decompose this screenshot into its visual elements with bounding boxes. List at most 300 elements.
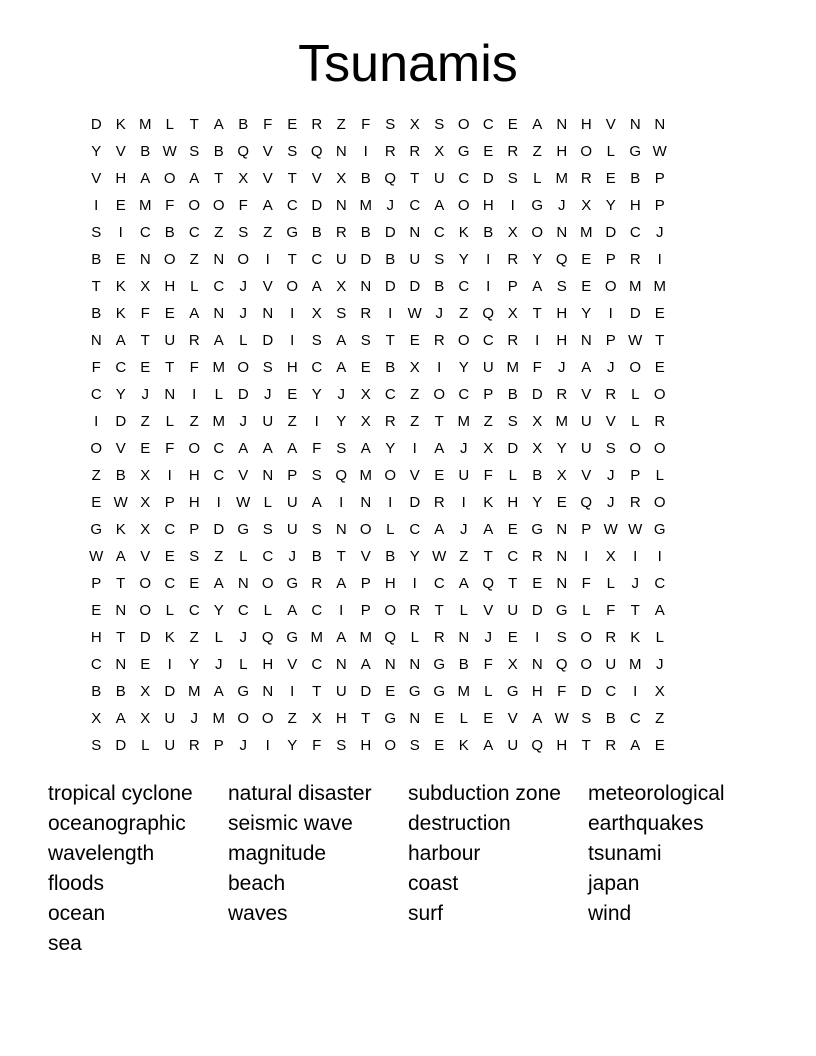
grid-letter: E — [189, 575, 200, 592]
grid-letter: X — [483, 440, 494, 457]
grid-letter: B — [630, 170, 641, 187]
grid-letter: B — [91, 305, 102, 322]
grid-row — [84, 707, 744, 734]
grid-letter: O — [457, 197, 470, 214]
grid-letter: O — [531, 224, 544, 241]
grid-letter: Y — [311, 386, 322, 403]
grid-letter: O — [163, 251, 176, 268]
grid-letter: V — [115, 440, 126, 457]
grid-letter: P — [164, 494, 175, 511]
grid-letter: R — [188, 737, 200, 754]
grid-letter: R — [409, 143, 421, 160]
grid-letter: E — [532, 575, 543, 592]
grid-letter: L — [533, 170, 542, 187]
grid-letter: X — [581, 197, 592, 214]
grid-letter: S — [556, 278, 567, 295]
grid-letter: A — [336, 629, 347, 646]
grid-letter: U — [482, 359, 494, 376]
grid-letter: T — [655, 332, 665, 349]
word-list-item: ocean — [48, 902, 106, 925]
grid-letter: E — [385, 683, 396, 700]
grid-letter: N — [580, 332, 592, 349]
grid-row — [84, 356, 744, 383]
grid-letter: S — [581, 710, 592, 727]
grid-letter: A — [434, 440, 445, 457]
grid-letter: J — [558, 197, 566, 214]
grid-letter: F — [557, 683, 567, 700]
grid-letter: A — [287, 602, 298, 619]
grid-letter: U — [164, 737, 176, 754]
grid-letter: A — [287, 440, 298, 457]
grid-letter: O — [212, 197, 225, 214]
grid-letter: H — [384, 575, 396, 592]
grid-letter: J — [239, 629, 247, 646]
grid-letter: X — [140, 467, 151, 484]
grid-letter: A — [434, 197, 445, 214]
grid-letter: B — [605, 710, 616, 727]
grid-letter: E — [91, 494, 102, 511]
grid-letter: I — [608, 305, 613, 322]
grid-letter: L — [459, 602, 468, 619]
grid-letter: Q — [482, 305, 495, 322]
grid-letter: M — [310, 629, 323, 646]
grid-letter: I — [461, 494, 466, 511]
grid-letter: O — [237, 710, 250, 727]
grid-letter: E — [654, 737, 665, 754]
grid-letter: K — [458, 224, 469, 241]
grid-letter: R — [433, 629, 445, 646]
grid-letter: C — [213, 440, 225, 457]
grid-letter: I — [290, 683, 295, 700]
grid-letter: T — [410, 170, 420, 187]
grid-letter: G — [286, 575, 299, 592]
grid-letter: I — [535, 332, 540, 349]
grid-letter: S — [336, 440, 347, 457]
grid-letter: X — [360, 413, 371, 430]
grid-row — [84, 437, 744, 464]
grid-letter: L — [655, 467, 664, 484]
grid-letter: B — [311, 224, 322, 241]
grid-letter: J — [239, 305, 247, 322]
grid-letter: M — [506, 359, 519, 376]
grid-letter: T — [287, 251, 297, 268]
grid-letter: D — [311, 197, 323, 214]
grid-letter: R — [433, 494, 445, 511]
grid-letter: Y — [581, 305, 592, 322]
grid-letter: F — [606, 602, 616, 619]
grid-letter: N — [409, 656, 421, 673]
grid-letter: J — [141, 386, 149, 403]
grid-letter: W — [652, 143, 667, 160]
grid-letter: S — [605, 440, 616, 457]
grid-letter: Q — [482, 575, 495, 592]
grid-letter: E — [507, 629, 518, 646]
grid-letter: I — [388, 305, 393, 322]
grid-letter: N — [531, 656, 543, 673]
grid-letter: H — [556, 305, 568, 322]
grid-letter: H — [556, 143, 568, 160]
grid-letter: A — [213, 683, 224, 700]
grid-letter: A — [262, 197, 273, 214]
grid-letter: L — [239, 548, 248, 565]
grid-letter: G — [433, 683, 446, 700]
grid-letter: S — [434, 251, 445, 268]
grid-letter: O — [384, 467, 397, 484]
grid-letter: O — [237, 359, 250, 376]
grid-letter: Y — [115, 386, 126, 403]
grid-letter: S — [311, 332, 322, 349]
grid-letter: T — [214, 170, 224, 187]
grid-letter: V — [483, 602, 494, 619]
grid-letter: C — [213, 278, 225, 295]
grid-letter: P — [654, 170, 665, 187]
grid-letter: L — [582, 602, 591, 619]
grid-letter: B — [483, 224, 494, 241]
grid-letter: L — [165, 116, 174, 133]
grid-letter: Z — [336, 116, 346, 133]
grid-letter: I — [363, 143, 368, 160]
grid-letter: P — [581, 521, 592, 538]
grid-letter: E — [91, 602, 102, 619]
grid-letter: F — [165, 197, 175, 214]
grid-letter: C — [237, 602, 249, 619]
grid-letter: A — [311, 278, 322, 295]
grid-letter: E — [115, 197, 126, 214]
grid-letter: H — [188, 494, 200, 511]
grid-letter: D — [507, 440, 519, 457]
grid-letter: M — [188, 683, 201, 700]
grid-letter: P — [287, 467, 298, 484]
grid-letter: P — [189, 521, 200, 538]
grid-letter: O — [139, 602, 152, 619]
grid-letter: C — [629, 710, 641, 727]
grid-letter: U — [433, 170, 445, 187]
grid-letter: S — [336, 737, 347, 754]
word-list-item: harbour — [408, 842, 481, 865]
grid-letter: R — [629, 494, 641, 511]
grid-letter: U — [286, 521, 298, 538]
grid-letter: J — [239, 278, 247, 295]
grid-letter: G — [408, 683, 421, 700]
grid-letter: H — [335, 710, 347, 727]
grid-letter: U — [409, 251, 421, 268]
grid-letter: Y — [556, 440, 567, 457]
grid-letter: L — [141, 737, 150, 754]
grid-letter: P — [483, 386, 494, 403]
grid-row — [84, 545, 744, 572]
grid-letter: R — [556, 386, 568, 403]
word-list-item: coast — [408, 872, 459, 895]
grid-letter: D — [409, 278, 421, 295]
grid-letter: A — [581, 359, 592, 376]
grid-letter: X — [140, 494, 151, 511]
grid-letter: G — [506, 683, 519, 700]
grid-letter: U — [507, 602, 519, 619]
grid-letter: J — [386, 197, 394, 214]
grid-letter: T — [434, 413, 444, 430]
grid-letter: F — [483, 656, 493, 673]
grid-letter: F — [312, 737, 322, 754]
grid-letter: S — [311, 521, 322, 538]
grid-letter: L — [263, 494, 272, 511]
grid-letter: I — [486, 251, 491, 268]
grid-letter: G — [237, 521, 250, 538]
grid-letter: C — [482, 332, 494, 349]
grid-letter: L — [214, 386, 223, 403]
grid-letter: W — [603, 521, 618, 538]
grid-letter: D — [360, 683, 372, 700]
grid-letter: C — [458, 386, 470, 403]
grid-letter: L — [459, 710, 468, 727]
grid-letter: L — [410, 629, 419, 646]
grid-letter: X — [336, 278, 347, 295]
grid-letter: H — [90, 629, 102, 646]
grid-letter: M — [653, 278, 666, 295]
grid-letter: V — [409, 467, 420, 484]
grid-letter: I — [657, 548, 662, 565]
grid-letter: W — [628, 521, 643, 538]
grid-letter: G — [286, 224, 299, 241]
grid-letter: J — [484, 629, 492, 646]
grid-letter: M — [359, 197, 372, 214]
grid-letter: J — [656, 656, 664, 673]
grid-letter: J — [435, 305, 443, 322]
grid-letter: L — [606, 575, 615, 592]
grid-letter: I — [535, 629, 540, 646]
grid-row — [84, 302, 744, 329]
grid-letter: R — [605, 629, 617, 646]
grid-letter: R — [507, 332, 519, 349]
grid-letter: I — [486, 278, 491, 295]
grid-letter: I — [290, 332, 295, 349]
grid-letter: O — [604, 278, 617, 295]
grid-letter: D — [580, 683, 592, 700]
grid-letter: L — [484, 683, 493, 700]
grid-letter: B — [238, 116, 249, 133]
grid-letter: V — [238, 467, 249, 484]
grid-letter: R — [433, 332, 445, 349]
grid-letter: Z — [189, 413, 199, 430]
grid-letter: X — [507, 656, 518, 673]
grid-letter: Q — [310, 143, 323, 160]
grid-letter: S — [91, 737, 102, 754]
grid-letter: E — [140, 440, 151, 457]
grid-letter: B — [213, 143, 224, 160]
grid-letter: R — [507, 251, 519, 268]
grid-letter: O — [580, 629, 593, 646]
grid-letter: V — [605, 116, 616, 133]
grid-letter: P — [360, 575, 371, 592]
grid-letter: H — [507, 494, 519, 511]
grid-letter: A — [532, 710, 543, 727]
grid-letter: C — [188, 224, 200, 241]
grid-letter: J — [239, 413, 247, 430]
grid-letter: B — [115, 683, 126, 700]
grid-letter: O — [139, 575, 152, 592]
grid-letter: C — [311, 251, 323, 268]
grid-letter: K — [115, 116, 126, 133]
grid-letter: E — [360, 359, 371, 376]
grid-row — [84, 140, 744, 167]
grid-letter: K — [164, 629, 175, 646]
grid-letter: A — [483, 521, 494, 538]
grid-letter: A — [213, 332, 224, 349]
grid-letter: E — [483, 143, 494, 160]
grid-letter: A — [311, 494, 322, 511]
grid-letter: I — [437, 359, 442, 376]
grid-letter: D — [531, 386, 543, 403]
grid-letter: E — [556, 494, 567, 511]
grid-letter: I — [339, 494, 344, 511]
grid-letter: B — [164, 224, 175, 241]
grid-letter: D — [605, 224, 617, 241]
grid-letter: S — [556, 629, 567, 646]
grid-letter: N — [629, 116, 641, 133]
grid-letter: C — [311, 656, 323, 673]
grid-letter: U — [458, 467, 470, 484]
grid-letter: U — [335, 683, 347, 700]
grid-letter: I — [265, 737, 270, 754]
grid-letter: P — [605, 332, 616, 349]
grid-letter: P — [91, 575, 102, 592]
grid-letter: J — [288, 548, 296, 565]
grid-letter: N — [556, 224, 568, 241]
grid-letter: N — [458, 629, 470, 646]
grid-letter: U — [262, 413, 274, 430]
grid-letter: I — [290, 305, 295, 322]
word-list-item: magnitude — [228, 842, 327, 865]
grid-letter: I — [633, 548, 638, 565]
grid-letter: W — [89, 548, 104, 565]
grid-letter: C — [433, 224, 445, 241]
grid-letter: V — [311, 170, 322, 187]
grid-letter: D — [384, 278, 396, 295]
grid-letter: E — [507, 116, 518, 133]
grid-letter: F — [91, 359, 101, 376]
grid-letter: B — [140, 143, 151, 160]
grid-letter: X — [360, 386, 371, 403]
grid-letter: R — [629, 251, 641, 268]
grid-letter: N — [556, 116, 568, 133]
grid-letter: R — [409, 602, 421, 619]
grid-letter: F — [238, 197, 248, 214]
grid-letter: C — [629, 224, 641, 241]
word-list-item: sea — [48, 932, 82, 955]
grid-letter: I — [192, 386, 197, 403]
grid-letter: O — [384, 737, 397, 754]
grid-letter: Z — [410, 413, 420, 430]
grid-letter: U — [164, 332, 176, 349]
grid-letter: M — [359, 467, 372, 484]
grid-letter: I — [314, 413, 319, 430]
grid-letter: R — [384, 413, 396, 430]
grid-letter: I — [216, 494, 221, 511]
grid-letter: C — [164, 521, 176, 538]
letter-grid — [84, 113, 744, 761]
grid-letter: I — [388, 494, 393, 511]
grid-letter: I — [339, 602, 344, 619]
grid-letter: L — [631, 413, 640, 430]
page-title: Tsunamis — [298, 35, 518, 93]
grid-letter: S — [434, 116, 445, 133]
grid-letter: U — [335, 251, 347, 268]
grid-letter: A — [336, 332, 347, 349]
grid-letter: X — [311, 710, 322, 727]
grid-letter: O — [457, 116, 470, 133]
grid-letter: R — [311, 116, 323, 133]
grid-row — [84, 464, 744, 491]
grid-letter: J — [607, 467, 615, 484]
grid-letter: C — [90, 656, 102, 673]
grid-letter: M — [457, 413, 470, 430]
grid-letter: S — [507, 170, 518, 187]
grid-letter: O — [286, 278, 299, 295]
grid-row — [84, 626, 744, 653]
grid-letter: A — [140, 170, 151, 187]
grid-letter: M — [555, 413, 568, 430]
grid-letter: Q — [261, 629, 274, 646]
grid-letter: D — [237, 386, 249, 403]
grid-letter: N — [335, 521, 347, 538]
grid-letter: X — [532, 413, 543, 430]
grid-letter: X — [409, 359, 420, 376]
word-list-item: tsunami — [588, 842, 662, 865]
grid-letter: O — [629, 440, 642, 457]
grid-letter: N — [139, 251, 151, 268]
grid-letter: E — [164, 305, 175, 322]
grid-letter: P — [213, 737, 224, 754]
grid-letter: V — [581, 467, 592, 484]
grid-letter: R — [654, 413, 666, 430]
grid-letter: P — [507, 278, 518, 295]
grid-row — [84, 734, 744, 761]
grid-letter: Z — [459, 548, 469, 565]
grid-letter: C — [507, 548, 519, 565]
grid-row — [84, 275, 744, 302]
grid-letter: B — [385, 359, 396, 376]
grid-letter: B — [360, 224, 371, 241]
grid-letter: H — [482, 197, 494, 214]
grid-letter: A — [360, 656, 371, 673]
grid-letter: C — [286, 197, 298, 214]
grid-letter: Y — [189, 656, 200, 673]
grid-row — [84, 572, 744, 599]
grid-letter: N — [409, 710, 421, 727]
grid-letter: Y — [213, 602, 224, 619]
grid-letter: D — [262, 332, 274, 349]
grid-letter: E — [581, 278, 592, 295]
grid-letter: D — [409, 494, 421, 511]
grid-letter: L — [190, 278, 199, 295]
grid-letter: Z — [483, 413, 493, 430]
grid-letter: A — [336, 575, 347, 592]
grid-letter: G — [457, 143, 470, 160]
grid-letter: G — [237, 683, 250, 700]
grid-letter: L — [165, 602, 174, 619]
grid-letter: E — [605, 170, 616, 187]
grid-row — [84, 599, 744, 626]
grid-letter: V — [581, 386, 592, 403]
grid-letter: N — [164, 386, 176, 403]
grid-letter: S — [385, 116, 396, 133]
grid-letter: Z — [214, 548, 224, 565]
grid-letter: J — [239, 737, 247, 754]
grid-letter: L — [631, 386, 640, 403]
grid-letter: X — [140, 683, 151, 700]
grid-letter: Y — [409, 548, 420, 565]
grid-letter: W — [628, 332, 643, 349]
grid-letter: C — [139, 224, 151, 241]
